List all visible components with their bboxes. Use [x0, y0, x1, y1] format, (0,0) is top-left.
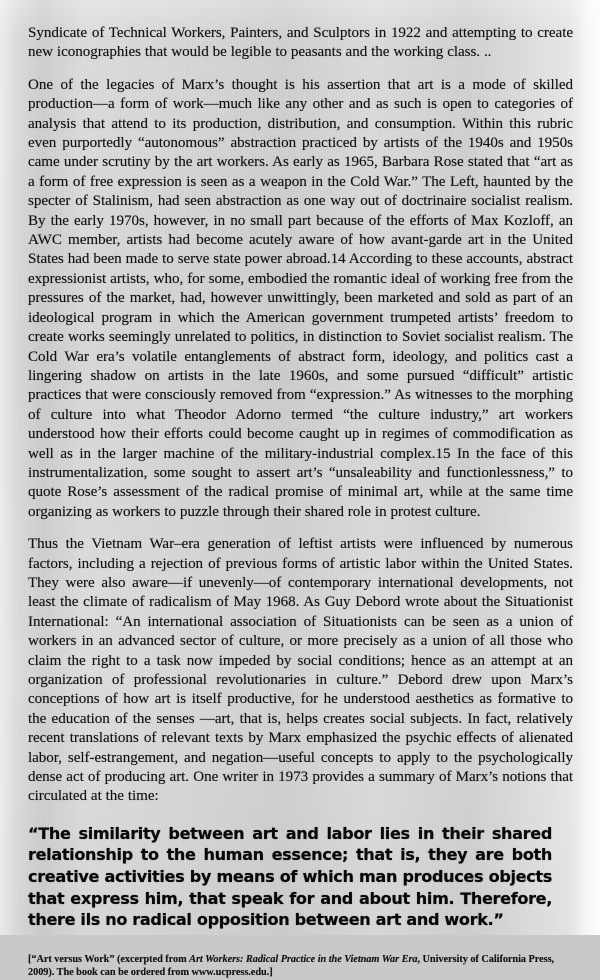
- body-paragraph-1: Syndicate of Technical Workers, Painters, and Sculptors in 1922 and attempting to create new iconographies that would be legible to peasants and the working class. ..: [28, 25, 573, 61]
- body-paragraph-2: One of the legacies of Marx’s thought is his assertion that art is a mode of skilled production—a form of work—much like any other and as such is open to categories of analysis that attend to its production, distribution, and consumption. Within this rubric even purportedly “autonomous” abstraction practiced by artists of the 1940s and 1950s came under scrutiny by the art workers. As early as 1965, Barbara Rose stated that “art as a form of free expression is seen as a weapon in the Cold War.” The Left, haunted by the specter of Stalinism, had seen abstraction as one way out of doctrinaire socialist realism. By the early 1970s, however, in no small part because of the efforts of Max Kozloff, an AWC member, artists had become acutely aware of how avant-garde art in the United States had been made to serve state power abroad.14 According to these accounts, abstract expressionist artists, who, for some, embodied the romantic ideal of working free from the pressures of the market, had, however unwittingly, been marketed and sold as part of an ideological program in which the American government trumpeted artists’ freedom to create works seemingly unrelated to politics, in distinction to Soviet socialist realism. The Cold War era’s volatile entanglements of abstract form, ideology, and politics cast a lingering shadow on artists in the late 1960s, and some pursued “difficult” artistic practices that were consciously removed from “expression.” As witnesses to the morphing of culture into what Theodor Adorno termed “the culture industry,” art workers understood how their efforts could become caught up in regimes of commodification as well as in the larger machine of the military-industrial complex.15 In the face of this instrumentalization, some sought to assert art’s “unsaleability and functionlessness,” to quote Rose’s assessment of the radical promise of minimal art, while at the same time organizing as workers to puzzle through their shared role in protest culture.: [28, 76, 573, 520]
- footnote-book-title: Art Workers: Radical Practice in the Vietnam War Era: [189, 953, 418, 965]
- footnote-source-note: [28, 953, 568, 980]
- footnote-prefix: [“Art versus Work” (excerpted from: [28, 953, 190, 965]
- footnote-suffix: , University of California Press, 2009). The book can be ordered from www.ucpress.edu.]: [28, 953, 555, 979]
- pull-quote: “The similarity between art and labor lies in their shared relationship to the human essence; that is, they are both creative activities by means of which man produces objects that express him, that speak for and about him. Therefore, there ils no radical opposition between art and work.”: [28, 823, 552, 930]
- body-paragraph-3: Thus the Vietnam War–era generation of leftist artists were influenced by numerous factors, including a rejection of previous forms of artistic labor within the United States. They were also aware—if unevenly—of contemporary international developments, not least the climate of radicalism of May 1968. As Guy Debord wrote about the Situationist International: “An international association of Situationists can be seen as a union of workers in an advanced sector of culture, or more precisely as a union of all those who claim the right to a task now impeded by social conditions; hence as an attempt at an organization of professional revolutionaries in culture.” Debord drew upon Marx’s conceptions of how art is itself productive, for he understood aesthetics as formative to the education of the senses —art, that is, helps creates social subjects. In fact, relatively recent translations of relevant texts by Marx emphasized the psychic effects of alienated labor, self-estrangement, and negation—useful concepts to apply to the psychologically dense act of producing art. One writer in 1973 provides a summary of Marx’s notions that circulated at the time:: [28, 536, 573, 805]
- text-column: [28, 24, 573, 980]
